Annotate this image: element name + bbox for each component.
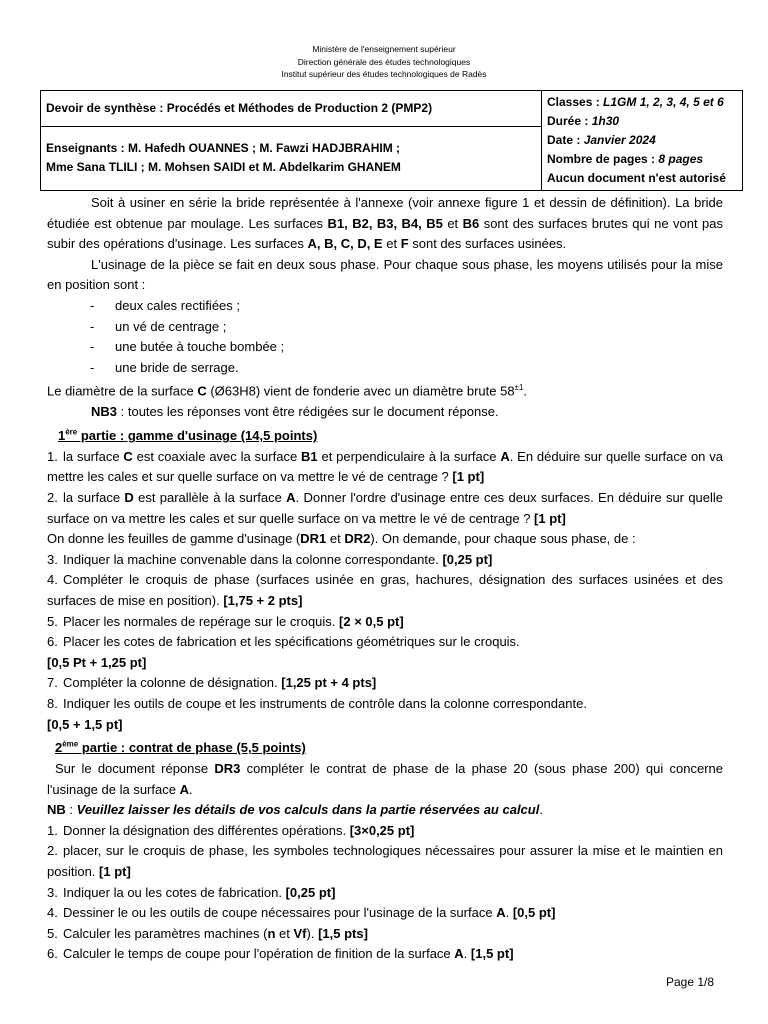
documents-rule: Aucun document n'est autorisé xyxy=(547,171,726,185)
direction-line: Direction générale des études technologiques xyxy=(297,56,471,67)
exam-title: Devoir de synthèse : Procédés et Méthodes de Production 2 (PMP2) xyxy=(41,91,542,127)
institute-line: Institut supérieur des études technologiques de Radès xyxy=(281,69,487,79)
setup-paragraph: L'usinage de la pièce se fait en deux sous phase. Pour chaque sous phase, les moyens utilisés pour la mise en position sont : xyxy=(47,256,723,293)
list-item: - deux cales rectifiées ; xyxy=(90,297,241,313)
part2-intro: Sur le document réponse DR3 compléter le contrat de phase de la phase 20 (sous phase 200) qui concerne l'usinage de la surface A. xyxy=(47,761,723,797)
question-1-3: 3. Indiquer la machine convenable dans la colonne correspondante. [0,25 pt] xyxy=(47,551,493,567)
nb-note: NB : Veuillez laisser les détails de vos calculs dans la partie réservées au calcul. xyxy=(47,802,543,818)
nb3-note: NB3 : toutes les réponses vont être rédigées sur le document réponse. xyxy=(91,404,499,420)
diameter-note: Le diamètre de la surface C (Ø63H8) vient de fonderie avec un diamètre brute $58^{\pm 1}$. xyxy=(47,383,528,399)
exam-info-table xyxy=(40,90,743,191)
question-1-5: 5. Placer les normales de repérage sur le croquis. [2 × 0,5 pt] xyxy=(47,613,404,629)
question-2-3: 3. Indiquer la ou les cotes de fabrication. [0,25 pt] xyxy=(47,884,336,900)
date-line: Date : Janvier 2024 xyxy=(547,133,656,147)
question-1-8-points: [0,5 + 1,5 pt] xyxy=(47,716,123,732)
part2-title: 2ème partie : contrat de phase (5,5 points) xyxy=(55,740,306,756)
pages-value: 8 pages xyxy=(658,152,704,166)
duration-line: Durée : 1h30 xyxy=(547,114,620,128)
intro-paragraph: Soit à usiner en série la bride représentée à l'annexe (voir annexe figure 1 et dessin de définition). La bride étudiée est obtenue par moulage. Les surfaces B1, B2, B3, B4, B5 et B6 sont des surfaces brutes qui ne vont pas subir des opérations d'usinage. Les surfaces A, B, C, D, E et F sont des surfaces usinées. xyxy=(47,195,723,252)
question-1-7: 7. Compléter la colonne de désignation. [1,25 pt + 4 pts] xyxy=(47,675,377,691)
date-value: Janvier 2024 xyxy=(583,133,656,147)
classes-line: Classes : L1GM 1, 2, 3, 4, 5 et 6 xyxy=(547,95,724,109)
pages-line: Nombre de pages : 8 pages xyxy=(547,152,704,166)
teachers-line-2: Mme Sana TLILI ; M. Mohsen SAIDI et M. Abdelkarim GHANEM xyxy=(46,160,401,175)
teachers-cell xyxy=(41,126,542,190)
list-item: - un vé de centrage ; xyxy=(90,318,227,334)
duration-value: 1h30 xyxy=(591,114,620,128)
question-2-1: 1. Donner la désignation des différentes opérations. [3×0,25 pt] xyxy=(47,822,415,838)
exam-body xyxy=(47,193,723,965)
question-2-4: 4. Dessiner le ou les outils de coupe nécessaires pour l'usinage de la surface A. [0,5 pt] xyxy=(47,905,556,921)
question-2-6: 6. Calculer le temps de coupe pour l'opération de finition de la surface A. [1,5 pt] xyxy=(47,946,514,962)
question-1-2: 2. la surface D est parallèle à la surface A. Donner l'ordre d'usinage entre ces deux surfaces. En déduire sur quelle surface on va mettre les cales et sur quelle surface on va mettre le vé de centrage ? [1 pt] xyxy=(47,489,724,526)
page-number: Page 1/8 xyxy=(666,975,715,989)
list-item: - une bride de serrage. xyxy=(90,359,239,375)
question-1-8: 8. Indiquer les outils de coupe et les instruments de contrôle dans la colonne correspondante. xyxy=(47,695,587,711)
question-1-4: 4. Compléter le croquis de phase (surfaces usinée en gras, hachures, désignation des surfaces usinées et des surfaces de mise en position). [1,75 + 2 pts] xyxy=(47,572,723,608)
given-documents: On donne les feuilles de gamme d'usinage (DR1 et DR2). On demande, pour chaque sous phase, de : xyxy=(47,531,636,547)
list-item: - une butée à touche bombée ; xyxy=(90,339,285,355)
teachers-line-1: Enseignants : M. Hafedh OUANNES ; M. Fawzi HADJBRAHIM ; xyxy=(46,141,401,156)
question-1-1: 1. la surface C est coaxiale avec la surface B1 et perpendiculaire à la surface A. En déduire sur quelle surface on va mettre les cales et sur quelle surface on va mettre le vé de centrage ? [1 pt] xyxy=(47,448,723,485)
exam-meta xyxy=(542,91,743,191)
question-2-5: 5. Calculer les paramètres machines (n et Vf). [1,5 pts] xyxy=(47,925,368,941)
question-2-2: 2. placer, sur le croquis de phase, les symboles technologiques nécessaires pour assurer la mise et le maintien en position. [1 pt] xyxy=(47,843,723,879)
part1-title: 1ère partie : gamme d'usinage (14,5 points) xyxy=(58,427,318,444)
question-1-6: 6. Placer les cotes de fabrication et les spécifications géométriques sur le croquis. xyxy=(47,634,520,650)
classes-value: L1GM 1, 2, 3, 4, 5 et 6 xyxy=(603,95,724,109)
ministry-line: Ministère de l'enseignement supérieur xyxy=(312,44,456,54)
question-1-6-points: [0,5 Pt + 1,25 pt] xyxy=(47,654,147,670)
institution-header xyxy=(0,43,768,81)
